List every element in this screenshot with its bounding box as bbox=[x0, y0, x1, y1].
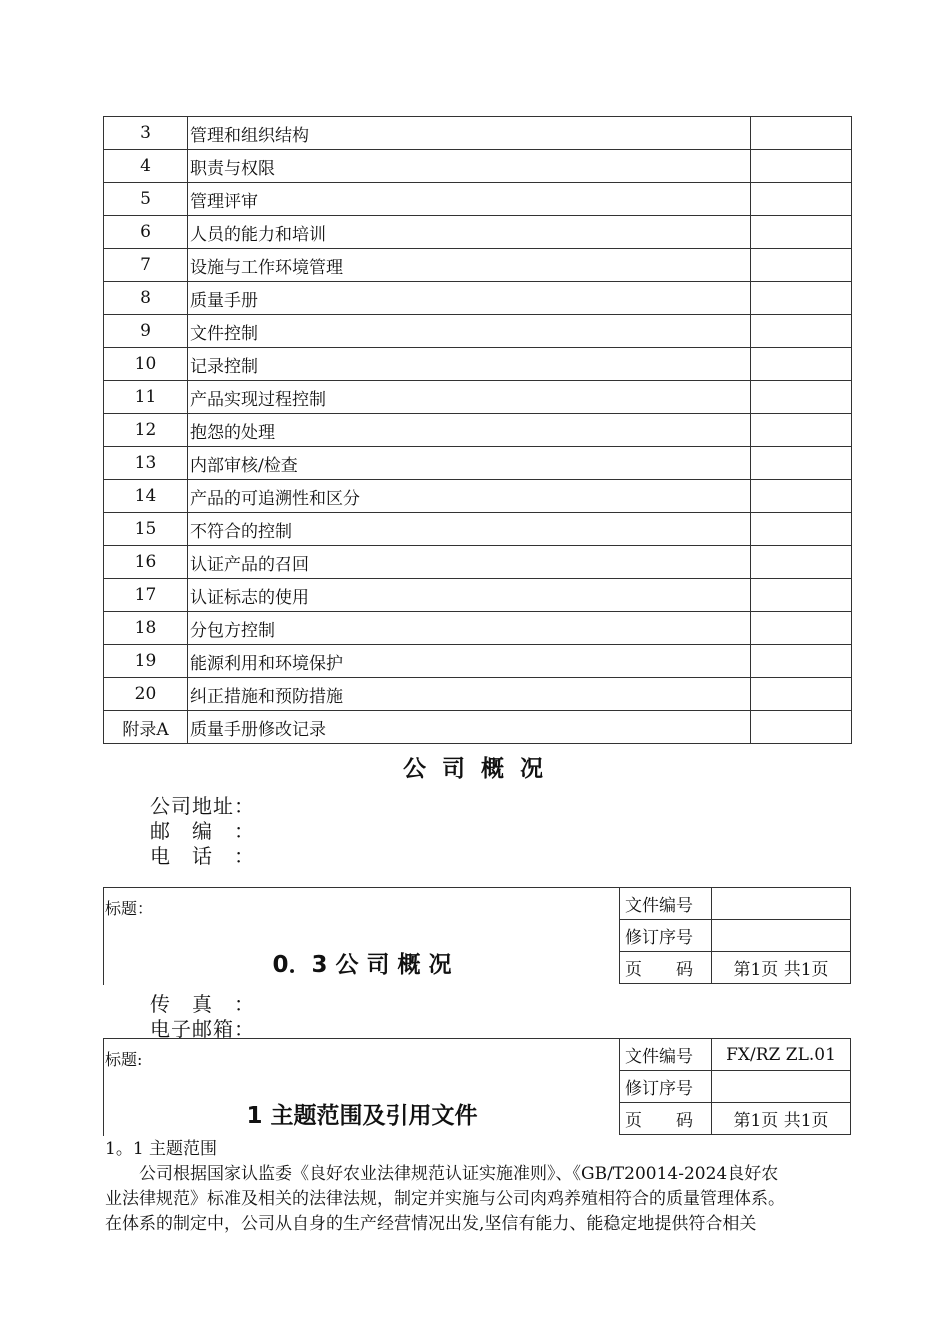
toc-title: 文件控制 bbox=[188, 315, 751, 348]
toc-row bbox=[104, 282, 852, 315]
toc-page-cell bbox=[751, 645, 852, 678]
toc-row bbox=[104, 678, 852, 711]
doc-no-value bbox=[712, 888, 851, 920]
toc-row bbox=[104, 315, 852, 348]
toc-title: 产品的可追溯性和区分 bbox=[188, 480, 751, 513]
toc-row bbox=[104, 216, 852, 249]
toc-page-cell bbox=[751, 117, 852, 150]
toc-row bbox=[104, 711, 852, 744]
section-body bbox=[105, 1137, 855, 1237]
company-overview-heading: 公 司 概 况 bbox=[402, 756, 548, 782]
section-line: 在体系的制定中，公司从自身的生产经营情况出发,坚信有能力、能稳定地提供符合相关 bbox=[105, 1214, 757, 1234]
phone-label: 电 话 ： bbox=[150, 844, 255, 868]
toc-page-cell bbox=[751, 513, 852, 546]
toc-page-cell bbox=[751, 150, 852, 183]
email-label: 电子邮箱： bbox=[150, 1017, 255, 1041]
rev-label: 修订序号 bbox=[620, 920, 712, 952]
rev-label: 修订序号 bbox=[620, 1071, 712, 1103]
toc-number: 12 bbox=[104, 414, 188, 447]
toc-number: 附录A bbox=[104, 711, 188, 744]
toc-title: 记录控制 bbox=[188, 348, 751, 381]
toc-row bbox=[104, 579, 852, 612]
toc-table bbox=[103, 116, 852, 744]
toc-title: 管理和组织结构 bbox=[188, 117, 751, 150]
toc-row bbox=[104, 150, 852, 183]
toc-number: 17 bbox=[104, 579, 188, 612]
section-line: 业法律规范》标准及相关的法律法规，制定并实施与公司肉鸡养殖相符合的质量管理体系。 bbox=[105, 1189, 785, 1209]
toc-title: 人员的能力和培训 bbox=[188, 216, 751, 249]
doc-header-1-meta bbox=[619, 887, 851, 984]
toc-number: 10 bbox=[104, 348, 188, 381]
toc-title: 质量手册 bbox=[188, 282, 751, 315]
doc-header-1-title-area bbox=[103, 887, 620, 985]
toc-title: 管理评审 bbox=[188, 183, 751, 216]
toc-number: 13 bbox=[104, 447, 188, 480]
toc-page-cell bbox=[751, 447, 852, 480]
doc-no-label: 文件编号 bbox=[620, 1039, 712, 1071]
doc-header-1-label: 标题： bbox=[105, 899, 154, 918]
toc-number: 9 bbox=[104, 315, 188, 348]
toc-title: 质量手册修改记录 bbox=[188, 711, 751, 744]
toc-page-cell bbox=[751, 249, 852, 282]
toc-number: 14 bbox=[104, 480, 188, 513]
doc-header-1 bbox=[103, 887, 851, 984]
section-line: 公司根据国家认监委《良好农业法律规范认证实施准则》、《GB/T20014-2024良好农 bbox=[105, 1164, 779, 1184]
doc-header-1-title: 0．3 公 司 概 况 bbox=[272, 952, 452, 978]
toc-row bbox=[104, 645, 852, 678]
toc-page-cell bbox=[751, 678, 852, 711]
toc-number: 11 bbox=[104, 381, 188, 414]
rev-value bbox=[712, 1071, 851, 1103]
postcode-label: 邮 编 ： bbox=[150, 819, 255, 843]
doc-no-label: 文件编号 bbox=[620, 888, 712, 920]
toc-page-cell bbox=[751, 711, 852, 744]
toc-title: 认证产品的召回 bbox=[188, 546, 751, 579]
toc-body bbox=[104, 117, 852, 744]
toc-page-cell bbox=[751, 546, 852, 579]
toc-number: 4 bbox=[104, 150, 188, 183]
toc-row bbox=[104, 513, 852, 546]
toc-number: 16 bbox=[104, 546, 188, 579]
page-label: 页 码 bbox=[620, 1103, 712, 1135]
doc-header-2-title: 1 主题范围及引用文件 bbox=[246, 1103, 478, 1129]
toc-title: 产品实现过程控制 bbox=[188, 381, 751, 414]
toc-number: 8 bbox=[104, 282, 188, 315]
toc-row bbox=[104, 249, 852, 282]
toc-number: 3 bbox=[104, 117, 188, 150]
doc-no-value: FX/RZ ZL.01 bbox=[712, 1039, 851, 1071]
toc-title: 能源利用和环境保护 bbox=[188, 645, 751, 678]
toc-title: 分包方控制 bbox=[188, 612, 751, 645]
toc-number: 5 bbox=[104, 183, 188, 216]
page-value: 第1页 共1页 bbox=[712, 1103, 851, 1135]
toc-title: 内部审核/检查 bbox=[188, 447, 751, 480]
toc-page-cell bbox=[751, 216, 852, 249]
fax-label: 传 真 ： bbox=[150, 992, 255, 1016]
section-heading: 1。1 主题范围 bbox=[105, 1139, 218, 1159]
toc-number: 19 bbox=[104, 645, 188, 678]
toc-page-cell bbox=[751, 348, 852, 381]
toc-number: 18 bbox=[104, 612, 188, 645]
toc-page-cell bbox=[751, 612, 852, 645]
toc-row bbox=[104, 183, 852, 216]
rev-value bbox=[712, 920, 851, 952]
toc-number: 6 bbox=[104, 216, 188, 249]
address-label: 公司地址： bbox=[150, 794, 255, 818]
toc-row bbox=[104, 612, 852, 645]
toc-row bbox=[104, 381, 852, 414]
doc-header-2-title-area bbox=[103, 1038, 620, 1136]
toc-page-cell bbox=[751, 282, 852, 315]
doc-header-2-label: 标题: bbox=[105, 1050, 143, 1069]
toc-row bbox=[104, 447, 852, 480]
toc-number: 20 bbox=[104, 678, 188, 711]
toc-page-cell bbox=[751, 480, 852, 513]
page-label: 页 码 bbox=[620, 952, 712, 984]
page-value: 第1页 共1页 bbox=[712, 952, 851, 984]
toc-row bbox=[104, 117, 852, 150]
toc-page-cell bbox=[751, 315, 852, 348]
toc-title: 职责与权限 bbox=[188, 150, 751, 183]
toc-page-cell bbox=[751, 579, 852, 612]
toc-page-cell bbox=[751, 183, 852, 216]
toc-row bbox=[104, 414, 852, 447]
toc-title: 认证标志的使用 bbox=[188, 579, 751, 612]
doc-header-2 bbox=[103, 1038, 851, 1135]
toc-number: 7 bbox=[104, 249, 188, 282]
toc-row bbox=[104, 348, 852, 381]
toc-row bbox=[104, 546, 852, 579]
toc-page-cell bbox=[751, 414, 852, 447]
toc-title: 抱怨的处理 bbox=[188, 414, 751, 447]
toc-title: 纠正措施和预防措施 bbox=[188, 678, 751, 711]
toc-title: 设施与工作环境管理 bbox=[188, 249, 751, 282]
doc-header-2-meta bbox=[619, 1038, 851, 1135]
toc-title: 不符合的控制 bbox=[188, 513, 751, 546]
toc-number: 15 bbox=[104, 513, 188, 546]
toc-row bbox=[104, 480, 852, 513]
toc-page-cell bbox=[751, 381, 852, 414]
